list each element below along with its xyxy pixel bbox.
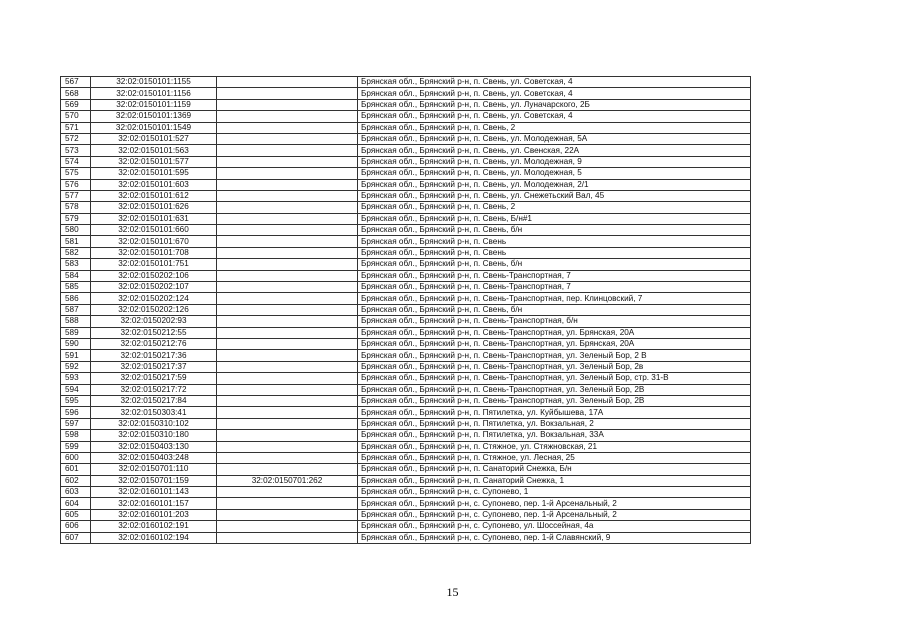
- row-number-cell: 607: [61, 532, 91, 543]
- cadastral-number-cell: 32:02:0160102:191: [91, 521, 217, 532]
- table-row: [61, 259, 751, 270]
- land-plot-table-body: [61, 77, 751, 544]
- address-cell: Брянская обл., Брянский р-н, п. Свень-Транспортная, ул. Зеленый Бор, стр. 31-В: [358, 373, 751, 384]
- related-cadastral-number-cell: [217, 316, 358, 327]
- related-cadastral-number-cell: [217, 384, 358, 395]
- table-row: [61, 407, 751, 418]
- cadastral-number-cell: 32:02:0150212:76: [91, 338, 217, 349]
- cadastral-number-cell: 32:02:0150217:84: [91, 395, 217, 406]
- address-cell: Брянская обл., Брянский р-н, п. Свень, ул. Молодежная, 5А: [358, 133, 751, 144]
- row-number-cell: 606: [61, 521, 91, 532]
- table-row: [61, 202, 751, 213]
- table-row: [61, 361, 751, 372]
- cadastral-number-cell: 32:02:0150403:130: [91, 441, 217, 452]
- table-row: [61, 316, 751, 327]
- address-cell: Брянская обл., Брянский р-н, п. Свень-Транспортная, 7: [358, 270, 751, 281]
- related-cadastral-number-cell: [217, 293, 358, 304]
- table-row: [61, 441, 751, 452]
- cadastral-number-cell: 32:02:0150202:107: [91, 282, 217, 293]
- address-cell: Брянская обл., Брянский р-н, с. Супонево, пер. 1-й Арсенальный, 2: [358, 509, 751, 520]
- related-cadastral-number-cell: [217, 304, 358, 315]
- cadastral-number-cell: 32:02:0160101:157: [91, 498, 217, 509]
- related-cadastral-number-cell: [217, 418, 358, 429]
- cadastral-number-cell: 32:02:0150217:72: [91, 384, 217, 395]
- row-number-cell: 604: [61, 498, 91, 509]
- cadastral-number-cell: 32:02:0160101:143: [91, 487, 217, 498]
- cadastral-number-cell: 32:02:0150101:603: [91, 179, 217, 190]
- table-row: [61, 464, 751, 475]
- related-cadastral-number-cell: [217, 145, 358, 156]
- address-cell: Брянская обл., Брянский р-н, п. Пятилетка, ул. Куйбышева, 17А: [358, 407, 751, 418]
- land-plot-table: [60, 76, 751, 544]
- row-number-cell: 584: [61, 270, 91, 281]
- table-row: [61, 179, 751, 190]
- row-number-cell: 589: [61, 327, 91, 338]
- address-cell: Брянская обл., Брянский р-н, п. Свень-Транспортная, ул. Зеленый Бор, 2 В: [358, 350, 751, 361]
- table-row: [61, 225, 751, 236]
- address-cell: Брянская обл., Брянский р-н, п. Свень, б/н: [358, 225, 751, 236]
- row-number-cell: 572: [61, 133, 91, 144]
- row-number-cell: 594: [61, 384, 91, 395]
- page-number: 15: [446, 585, 459, 599]
- address-cell: Брянская обл., Брянский р-н, п. Свень, ул. Советская, 4: [358, 77, 751, 88]
- cadastral-number-cell: 32:02:0150101:1549: [91, 122, 217, 133]
- row-number-cell: 583: [61, 259, 91, 270]
- related-cadastral-number-cell: [217, 487, 358, 498]
- address-cell: Брянская обл., Брянский р-н, п. Свень-Транспортная, ул. Зеленый Бор, 2В: [358, 395, 751, 406]
- row-number-cell: 597: [61, 418, 91, 429]
- related-cadastral-number-cell: [217, 430, 358, 441]
- table-row: [61, 395, 751, 406]
- table-row: [61, 338, 751, 349]
- row-number-cell: 586: [61, 293, 91, 304]
- address-cell: Брянская обл., Брянский р-н, п. Свень, ул. Свенская, 22А: [358, 145, 751, 156]
- related-cadastral-number-cell: [217, 77, 358, 88]
- table-row: [61, 384, 751, 395]
- table-row: [61, 509, 751, 520]
- related-cadastral-number-cell: [217, 179, 358, 190]
- related-cadastral-number-cell: [217, 509, 358, 520]
- address-cell: Брянская обл., Брянский р-н, п. Свень-Транспортная, б/н: [358, 316, 751, 327]
- related-cadastral-number-cell: [217, 532, 358, 543]
- related-cadastral-number-cell: 32:02:0150701:262: [217, 475, 358, 486]
- row-number-cell: 579: [61, 213, 91, 224]
- cadastral-number-cell: 32:02:0150202:124: [91, 293, 217, 304]
- row-number-cell: 587: [61, 304, 91, 315]
- related-cadastral-number-cell: [217, 441, 358, 452]
- related-cadastral-number-cell: [217, 452, 358, 463]
- cadastral-number-cell: 32:02:0150101:631: [91, 213, 217, 224]
- cadastral-number-cell: 32:02:0150701:159: [91, 475, 217, 486]
- cadastral-number-cell: 32:02:0150310:180: [91, 430, 217, 441]
- table-row: [61, 521, 751, 532]
- cadastral-number-cell: 32:02:0150202:93: [91, 316, 217, 327]
- related-cadastral-number-cell: [217, 327, 358, 338]
- address-cell: Брянская обл., Брянский р-н, с. Супонево, пер. 1-й Славянский, 9: [358, 532, 751, 543]
- related-cadastral-number-cell: [217, 190, 358, 201]
- table-row: [61, 133, 751, 144]
- related-cadastral-number-cell: [217, 407, 358, 418]
- cadastral-number-cell: 32:02:0150101:660: [91, 225, 217, 236]
- cadastral-number-cell: 32:02:0150217:36: [91, 350, 217, 361]
- address-cell: Брянская обл., Брянский р-н, п. Стяжное, ул. Лесная, 25: [358, 452, 751, 463]
- row-number-cell: 591: [61, 350, 91, 361]
- address-cell: Брянская обл., Брянский р-н, п. Свень, 2: [358, 122, 751, 133]
- cadastral-number-cell: 32:02:0150101:595: [91, 168, 217, 179]
- row-number-cell: 596: [61, 407, 91, 418]
- related-cadastral-number-cell: [217, 521, 358, 532]
- address-cell: Брянская обл., Брянский р-н, п. Санаторий Снежка, 1: [358, 475, 751, 486]
- address-cell: Брянская обл., Брянский р-н, п. Свень-Транспортная, 7: [358, 282, 751, 293]
- row-number-cell: 570: [61, 111, 91, 122]
- cadastral-number-cell: 32:02:0150101:708: [91, 247, 217, 258]
- row-number-cell: 573: [61, 145, 91, 156]
- table-row: [61, 247, 751, 258]
- related-cadastral-number-cell: [217, 282, 358, 293]
- related-cadastral-number-cell: [217, 247, 358, 258]
- row-number-cell: 581: [61, 236, 91, 247]
- address-cell: Брянская обл., Брянский р-н, п. Пятилетка, ул. Вокзальная, 2: [358, 418, 751, 429]
- cadastral-number-cell: 32:02:0150303:41: [91, 407, 217, 418]
- related-cadastral-number-cell: [217, 498, 358, 509]
- related-cadastral-number-cell: [217, 361, 358, 372]
- table-row: [61, 168, 751, 179]
- related-cadastral-number-cell: [217, 168, 358, 179]
- table-row: [61, 282, 751, 293]
- related-cadastral-number-cell: [217, 395, 358, 406]
- address-cell: Брянская обл., Брянский р-н, п. Свень-Транспортная, ул. Зеленый Бор, 2в: [358, 361, 751, 372]
- cadastral-number-cell: 32:02:0150217:37: [91, 361, 217, 372]
- table-row: [61, 122, 751, 133]
- address-cell: Брянская обл., Брянский р-н, п. Свень, ул. Молодежная, 2/1: [358, 179, 751, 190]
- table-row: [61, 270, 751, 281]
- row-number-cell: 590: [61, 338, 91, 349]
- row-number-cell: 600: [61, 452, 91, 463]
- table-row: [61, 498, 751, 509]
- row-number-cell: 569: [61, 99, 91, 110]
- table-row: [61, 487, 751, 498]
- related-cadastral-number-cell: [217, 225, 358, 236]
- row-number-cell: 602: [61, 475, 91, 486]
- cadastral-number-cell: 32:02:0150101:612: [91, 190, 217, 201]
- address-cell: Брянская обл., Брянский р-н, п. Стяжное, ул. Стяжновская, 21: [358, 441, 751, 452]
- related-cadastral-number-cell: [217, 88, 358, 99]
- table-row: [61, 475, 751, 486]
- cadastral-number-cell: 32:02:0150217:59: [91, 373, 217, 384]
- related-cadastral-number-cell: [217, 236, 358, 247]
- row-number-cell: 568: [61, 88, 91, 99]
- cadastral-number-cell: 32:02:0150403:248: [91, 452, 217, 463]
- cadastral-number-cell: 32:02:0150101:626: [91, 202, 217, 213]
- address-cell: Брянская обл., Брянский р-н, п. Свень, ул. Луначарского, 2Б: [358, 99, 751, 110]
- address-cell: Брянская обл., Брянский р-н, п. Свень, ул. Молодежная, 9: [358, 156, 751, 167]
- row-number-cell: 603: [61, 487, 91, 498]
- cadastral-number-cell: 32:02:0150212:55: [91, 327, 217, 338]
- row-number-cell: 593: [61, 373, 91, 384]
- row-number-cell: 585: [61, 282, 91, 293]
- cadastral-number-cell: 32:02:0150101:527: [91, 133, 217, 144]
- address-cell: Брянская обл., Брянский р-н, п. Свень, ул. Советская, 4: [358, 111, 751, 122]
- table-row: [61, 327, 751, 338]
- row-number-cell: 578: [61, 202, 91, 213]
- table-row: [61, 156, 751, 167]
- cadastral-number-cell: 32:02:0150101:670: [91, 236, 217, 247]
- row-number-cell: 576: [61, 179, 91, 190]
- row-number-cell: 580: [61, 225, 91, 236]
- table-row: [61, 532, 751, 543]
- address-cell: Брянская обл., Брянский р-н, п. Санаторий Снежка, Б/н: [358, 464, 751, 475]
- address-cell: Брянская обл., Брянский р-н, п. Свень: [358, 247, 751, 258]
- table-row: [61, 111, 751, 122]
- table-row: [61, 99, 751, 110]
- cadastral-number-cell: 32:02:0150101:577: [91, 156, 217, 167]
- related-cadastral-number-cell: [217, 270, 358, 281]
- related-cadastral-number-cell: [217, 111, 358, 122]
- related-cadastral-number-cell: [217, 350, 358, 361]
- address-cell: Брянская обл., Брянский р-н, п. Свень, ул. Советская, 4: [358, 88, 751, 99]
- row-number-cell: 574: [61, 156, 91, 167]
- row-number-cell: 567: [61, 77, 91, 88]
- related-cadastral-number-cell: [217, 202, 358, 213]
- table-row: [61, 452, 751, 463]
- cadastral-number-cell: 32:02:0150101:563: [91, 145, 217, 156]
- row-number-cell: 588: [61, 316, 91, 327]
- address-cell: Брянская обл., Брянский р-н, с. Супонево, 1: [358, 487, 751, 498]
- cadastral-number-cell: 32:02:0150310:102: [91, 418, 217, 429]
- table-row: [61, 373, 751, 384]
- address-cell: Брянская обл., Брянский р-н, п. Свень, ул. Молодежная, 5: [358, 168, 751, 179]
- table-row: [61, 145, 751, 156]
- cadastral-number-cell: 32:02:0150101:1369: [91, 111, 217, 122]
- row-number-cell: 577: [61, 190, 91, 201]
- related-cadastral-number-cell: [217, 122, 358, 133]
- related-cadastral-number-cell: [217, 213, 358, 224]
- address-cell: Брянская обл., Брянский р-н, п. Пятилетка, ул. Вокзальная, 33А: [358, 430, 751, 441]
- table-row: [61, 430, 751, 441]
- cadastral-number-cell: 32:02:0150101:1156: [91, 88, 217, 99]
- table-row: [61, 304, 751, 315]
- cadastral-number-cell: 32:02:0160101:203: [91, 509, 217, 520]
- address-cell: Брянская обл., Брянский р-н, п. Свень-Транспортная, ул. Зеленый Бор, 2В: [358, 384, 751, 395]
- address-cell: Брянская обл., Брянский р-н, п. Свень-Транспортная, ул. Брянская, 20А: [358, 338, 751, 349]
- table-row: [61, 190, 751, 201]
- row-number-cell: 592: [61, 361, 91, 372]
- table-row: [61, 418, 751, 429]
- row-number-cell: 575: [61, 168, 91, 179]
- table-row: [61, 350, 751, 361]
- cadastral-number-cell: 32:02:0150101:751: [91, 259, 217, 270]
- address-cell: Брянская обл., Брянский р-н, п. Свень: [358, 236, 751, 247]
- row-number-cell: 595: [61, 395, 91, 406]
- address-cell: Брянская обл., Брянский р-н, п. Свень-Транспортная, пер. Клинцовский, 7: [358, 293, 751, 304]
- related-cadastral-number-cell: [217, 373, 358, 384]
- address-cell: Брянская обл., Брянский р-н, п. Свень, 2: [358, 202, 751, 213]
- cadastral-number-cell: 32:02:0150202:106: [91, 270, 217, 281]
- row-number-cell: 582: [61, 247, 91, 258]
- table-row: [61, 236, 751, 247]
- cadastral-number-cell: 32:02:0150101:1155: [91, 77, 217, 88]
- cadastral-number-cell: 32:02:0150101:1159: [91, 99, 217, 110]
- cadastral-number-cell: 32:02:0160102:194: [91, 532, 217, 543]
- row-number-cell: 571: [61, 122, 91, 133]
- row-number-cell: 605: [61, 509, 91, 520]
- related-cadastral-number-cell: [217, 259, 358, 270]
- row-number-cell: 599: [61, 441, 91, 452]
- cadastral-number-cell: 32:02:0150701:110: [91, 464, 217, 475]
- table-row: [61, 213, 751, 224]
- table-row: [61, 293, 751, 304]
- row-number-cell: 601: [61, 464, 91, 475]
- table-row: [61, 88, 751, 99]
- address-cell: Брянская обл., Брянский р-н, п. Свень-Транспортная, ул. Брянская, 20А: [358, 327, 751, 338]
- address-cell: Брянская обл., Брянский р-н, п. Свень, б/н: [358, 304, 751, 315]
- address-cell: Брянская обл., Брянский р-н, с. Супонево, ул. Шоссейная, 4а: [358, 521, 751, 532]
- cadastral-number-cell: 32:02:0150202:126: [91, 304, 217, 315]
- related-cadastral-number-cell: [217, 156, 358, 167]
- related-cadastral-number-cell: [217, 133, 358, 144]
- address-cell: Брянская обл., Брянский р-н, п. Свень, Б/н#1: [358, 213, 751, 224]
- related-cadastral-number-cell: [217, 464, 358, 475]
- address-cell: Брянская обл., Брянский р-н, с. Супонево, пер. 1-й Арсенальный, 2: [358, 498, 751, 509]
- related-cadastral-number-cell: [217, 99, 358, 110]
- table-row: [61, 77, 751, 88]
- address-cell: Брянская обл., Брянский р-н, п. Свень, ул. Снежетьский Вал, 45: [358, 190, 751, 201]
- related-cadastral-number-cell: [217, 338, 358, 349]
- address-cell: Брянская обл., Брянский р-н, п. Свень, б/н: [358, 259, 751, 270]
- row-number-cell: 598: [61, 430, 91, 441]
